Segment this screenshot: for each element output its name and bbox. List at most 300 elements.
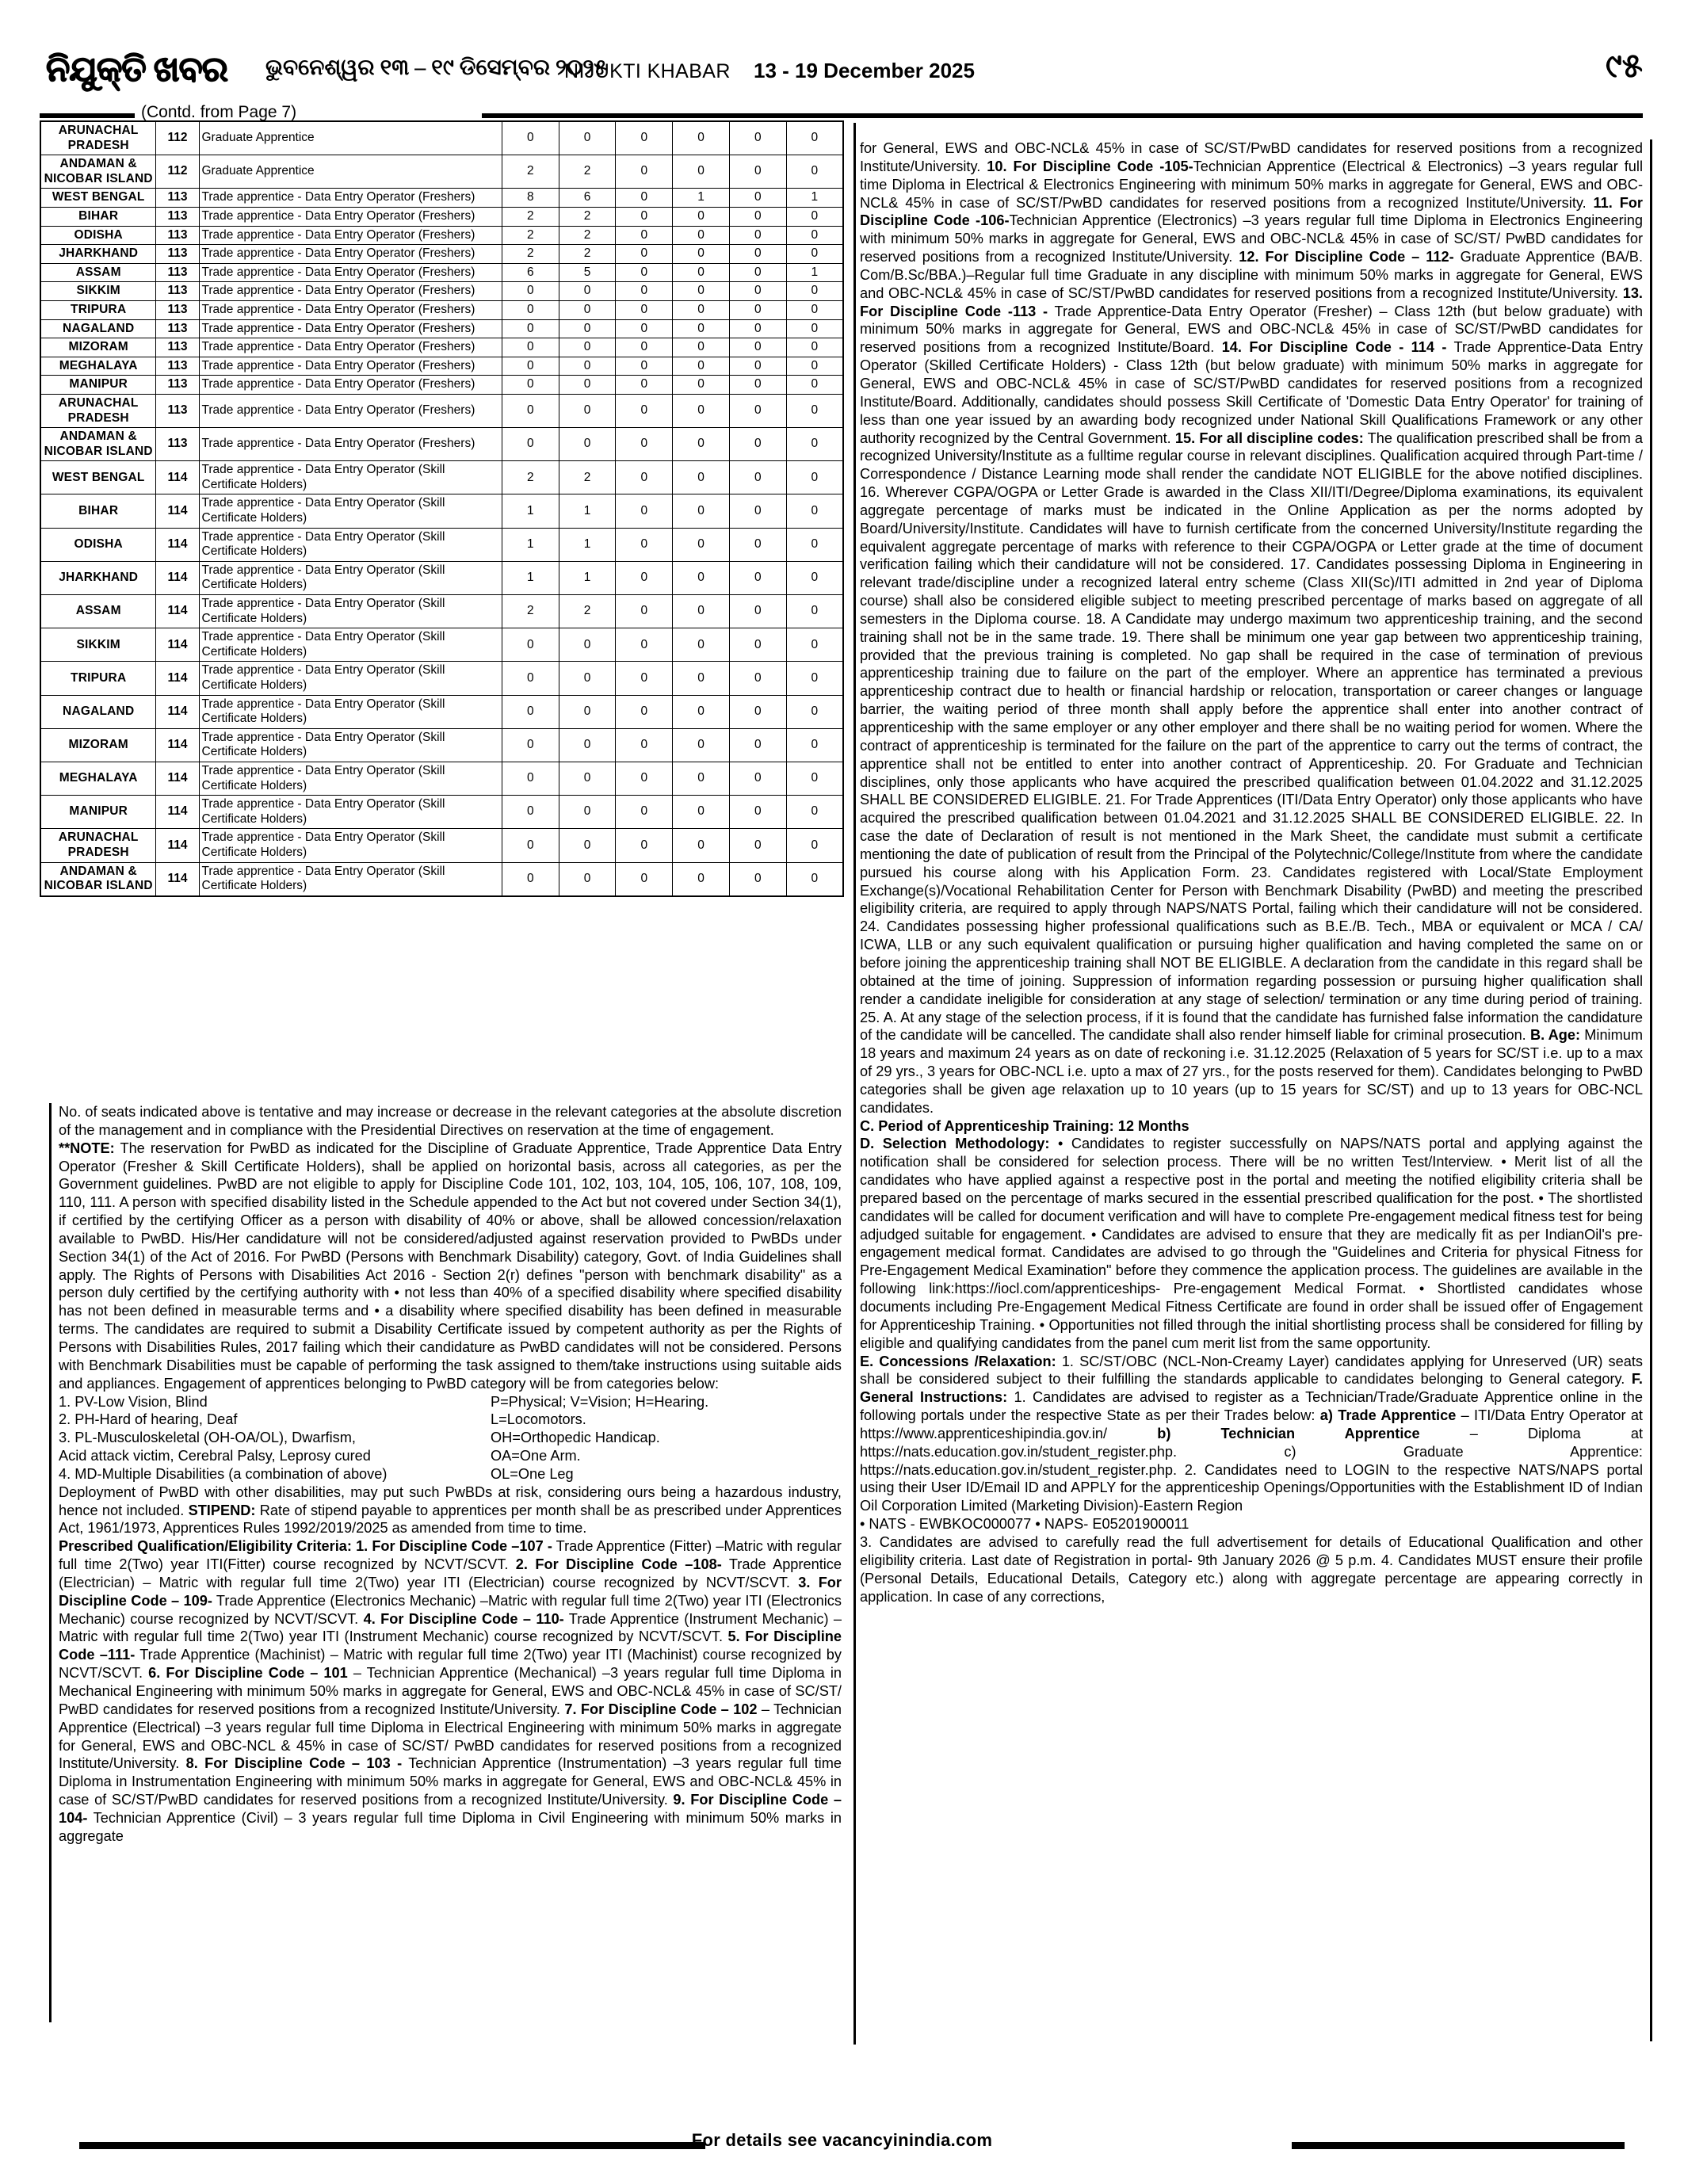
cell-discipline-code: 114 [156, 796, 199, 829]
cell-discipline-name: Trade apprentice - Data Entry Operator (Skill Certificate Holders) [199, 494, 502, 528]
cell-seat-count: 0 [729, 300, 786, 319]
pwbd-note: **NOTE: The reservation for PwBD as indicated for the Discipline of Graduate Apprentice, Trade Apprentice Data Entry Operator (Fresher & Skill Certificate Holders), shall be applied on horizontal basis, across all categories, as per the Government guidelines. PwBD are not eligible to apply for Discipline Code 101, 102, 103, 104, 105, 106, 107, 108, 109, 110, 111. A person with specified disability listed in the Schedule appended to the Act but not covered under Section 34(1), if certified by the certifying Officer as a person with disability of 40% or above, shall be allowed concession/relaxation available to PwBD. His/Her candidature will not be considered/adjusted against reservation provided to PwBDs under Section 34(1) of the Act of 2016. For PwBD (Persons with Benchmark Disability) category, Govt. of India Guidelines shall apply. The Rights of Persons with Disabilities Act 2016 - Section 2(r) defines "person with benchmark disability" as a person duly certified by the certifying authority with • not less than 40% of a specified disability where specified disability has not been defined in measurable terms and • a disability where specified disability has been defined in measurable terms. The candidates are required to submit a Disability Certificate issued by competent authority as per the Rights of Persons with Disabilities Rules, 2017 failing which their candidature as PwBD candidates will not be considered. Persons with Benchmark Disabilities must be capable of performing the task assigned to them/take instructions using suitable aids and appliances. Engagement of apprentices belonging to PwBD category will be from categories below: [59, 1140, 842, 1392]
cell-seat-count: 2 [559, 461, 616, 494]
cell-discipline-name: Trade apprentice - Data Entry Operator (Skill Certificate Holders) [199, 561, 502, 594]
cell-discipline-code: 114 [156, 494, 199, 528]
cell-seat-count: 0 [786, 461, 843, 494]
cell-discipline-name: Trade apprentice - Data Entry Operator (Freshers) [199, 245, 502, 264]
cell-discipline-name: Trade apprentice - Data Entry Operator (Freshers) [199, 282, 502, 301]
cell-seat-count: 0 [729, 461, 786, 494]
page-number: ୯୫ [1605, 48, 1643, 85]
cell-seat-count: 0 [673, 461, 730, 494]
nats-naps-ids: • NATS - EWBKOC000077 • NAPS- E05201900011 [860, 1516, 1189, 1533]
table-row [40, 155, 843, 189]
cell-seat-count: 0 [673, 338, 730, 357]
cell-seat-count: 0 [673, 394, 730, 427]
table-row [40, 263, 843, 282]
cell-seat-count: 0 [616, 595, 673, 628]
cell-seat-count: 0 [786, 338, 843, 357]
table-row [40, 338, 843, 357]
cell-seat-count: 0 [502, 319, 559, 338]
cell-state: ANDAMAN & NICOBAR ISLAND [40, 155, 156, 189]
cell-seat-count: 0 [616, 121, 673, 155]
table-row [40, 300, 843, 319]
cell-seat-count: 0 [786, 796, 843, 829]
table-row [40, 376, 843, 395]
cell-discipline-name: Trade apprentice - Data Entry Operator (Skill Certificate Holders) [199, 862, 502, 896]
cell-state: BIHAR [40, 494, 156, 528]
cell-seat-count: 0 [616, 428, 673, 461]
cell-discipline-name: Trade apprentice - Data Entry Operator (Freshers) [199, 226, 502, 245]
cell-seat-count: 0 [616, 394, 673, 427]
cell-seat-count: 0 [616, 561, 673, 594]
cell-state: ASSAM [40, 595, 156, 628]
cell-seat-count: 0 [616, 189, 673, 208]
cell-seat-count: 0 [673, 121, 730, 155]
table-row [40, 357, 843, 376]
cell-discipline-code: 113 [156, 226, 199, 245]
cell-seat-count: 0 [616, 796, 673, 829]
paper-name: NIJUKTI KHABAR [564, 60, 731, 82]
abbreviation-term: 2. PH-Hard of hearing, Deaf [59, 1411, 238, 1428]
abbreviation-row [59, 1465, 842, 1483]
cell-seat-count: 1 [673, 189, 730, 208]
cell-seat-count: 0 [729, 376, 786, 395]
cell-state: BIHAR [40, 207, 156, 226]
abbreviation-row [59, 1411, 842, 1429]
cell-seat-count: 0 [673, 207, 730, 226]
cell-discipline-code: 113 [156, 300, 199, 319]
abbreviation-expansion: OH=Orthopedic Handicap. [491, 1430, 660, 1446]
cell-seat-count: 0 [502, 121, 559, 155]
cell-state: NAGALAND [40, 695, 156, 728]
cell-seat-count: 0 [673, 595, 730, 628]
cell-seat-count: 0 [786, 628, 843, 662]
cell-seat-count: 0 [673, 428, 730, 461]
cell-seat-count: 0 [673, 226, 730, 245]
cell-seat-count: 0 [616, 300, 673, 319]
cell-discipline-code: 114 [156, 662, 199, 695]
cell-seat-count: 0 [673, 282, 730, 301]
cell-seat-count: 0 [616, 245, 673, 264]
cell-seat-count: 0 [786, 695, 843, 728]
cell-discipline-name: Trade apprentice - Data Entry Operator (Skill Certificate Holders) [199, 762, 502, 795]
cell-discipline-name: Trade apprentice - Data Entry Operator (Freshers) [199, 319, 502, 338]
cell-seat-count: 0 [786, 319, 843, 338]
cell-seat-count: 0 [673, 829, 730, 862]
cell-discipline-name: Trade apprentice - Data Entry Operator (Freshers) [199, 357, 502, 376]
cell-seat-count: 0 [616, 282, 673, 301]
cell-seat-count: 0 [502, 300, 559, 319]
prescribed-qualification-block: Prescribed Qualification/Eligibility Criteria: 1. For Discipline Code –107 - Trade Apprentice (Fitter) –Matric with regular full time 2(Two) year ITI(Fitter) course recognized by NCVT/SCVT. 2. For Discipline Code –108- Trade Apprentice (Electrician) – Matric with regular full time 2(Two) year ITI (Electrician) course recognized by NCVT/SCVT. 3. For Discipline Code – 109- Trade Apprentice (Electronics Mechanic) –Matric with regular full time 2(Two) year ITI (Electronics Mechanic) course recognized by NCVT/SCVT. 4. For Discipline Code – 110- Trade Apprentice (Instrument Mechanic) –Matric with regular full time 2(Two) year ITI (Instrument Mechanic) course recognized by NCVT/SCVT. 5. For Discipline Code –111- Trade Apprentice (Machinist) – Matric with regular full time 2(Two) year ITI (Machinist) course recognized by NCVT/SCVT. 6. For Discipline Code – 101 – Technician Apprentice (Mechanical) –3 years regular full time Diploma in Mechanical Engineering with minimum 50% marks in aggregate for General, EWS and OBC-NCL& 45% in case of SC/ST/ PwBD candidates for reserved positions from a recognized Institute/University. 7. For Discipline Code – 102 – Technician Apprentice (Electrical) –3 years regular full time Diploma in Electrical Engineering with minimum 50% marks in aggregate for General, EWS and OBC-NCL & 45% in case of SC/ST/ PwBD candidates for reserved positions from a recognized Institute/University. 8. For Discipline Code – 103 - Technician Apprentice (Instrumentation) –3 years regular full time Diploma in Instrumentation Engineering with minimum 50% marks in aggregate for General, EWS and OBC-NCL& 45% in case of SC/ST/PwBD candidates for reserved positions from a recognized Institute/University. 9. For Discipline Code – 104- Technician Apprentice (Civil) – 3 years regular full time Diploma in Civil Engineering with minimum 50% marks in aggregate [59, 1538, 842, 1844]
cell-seat-count: 0 [729, 561, 786, 594]
cell-seat-count: 0 [729, 428, 786, 461]
cell-seat-count: 0 [502, 282, 559, 301]
abbreviation-row [59, 1429, 842, 1447]
cell-state: ODISHA [40, 226, 156, 245]
cell-seat-count: 0 [786, 528, 843, 561]
cell-state: MANIPUR [40, 376, 156, 395]
table-row [40, 494, 843, 528]
cell-seat-count: 0 [729, 338, 786, 357]
table-row [40, 121, 843, 155]
abbreviation-row [59, 1447, 842, 1465]
cell-seat-count: 2 [559, 595, 616, 628]
place-date-odia: ଭୁବନେଶ୍ୱର ୧୩ – ୧୯ ଡିସେମ୍ବର ୨୦୨୫ [265, 55, 608, 80]
cell-seat-count: 0 [559, 662, 616, 695]
cell-seat-count: 0 [786, 829, 843, 862]
cell-discipline-code: 113 [156, 207, 199, 226]
table-row [40, 189, 843, 208]
cell-seat-count: 0 [502, 662, 559, 695]
cell-discipline-name: Trade apprentice - Data Entry Operator (Skill Certificate Holders) [199, 628, 502, 662]
cell-seat-count: 0 [502, 762, 559, 795]
cell-seat-count: 0 [786, 762, 843, 795]
cell-seat-count: 0 [502, 428, 559, 461]
cell-seat-count: 0 [559, 282, 616, 301]
cell-seat-count: 0 [786, 862, 843, 896]
cell-seat-count: 0 [559, 121, 616, 155]
cell-state: ARUNACHAL PRADESH [40, 829, 156, 862]
cell-seat-count: 0 [673, 796, 730, 829]
cell-seat-count: 0 [616, 263, 673, 282]
table-row [40, 796, 843, 829]
cell-discipline-code: 114 [156, 461, 199, 494]
cell-discipline-name: Trade apprentice - Data Entry Operator (Skill Certificate Holders) [199, 461, 502, 494]
cell-discipline-name: Trade apprentice - Data Entry Operator (Skill Certificate Holders) [199, 695, 502, 728]
newspaper-logo: ନିଯୁକ୍ତି ଖବର [46, 50, 228, 89]
cell-seat-count: 0 [616, 829, 673, 862]
cell-seat-count: 2 [502, 155, 559, 189]
cell-seat-count: 0 [673, 528, 730, 561]
abbreviation-expansion: OL=One Leg [491, 1465, 574, 1482]
table-row [40, 762, 843, 795]
cell-seat-count: 0 [786, 282, 843, 301]
cell-seat-count: 0 [616, 357, 673, 376]
cell-seat-count: 0 [729, 628, 786, 662]
cell-seat-count: 0 [729, 662, 786, 695]
left-text-column [49, 1103, 842, 2022]
cell-seat-count: 0 [729, 245, 786, 264]
cell-seat-count: 2 [559, 245, 616, 264]
cell-seat-count: 0 [786, 494, 843, 528]
abbreviation-expansion: P=Physical; V=Vision; H=Hearing. [491, 1393, 709, 1410]
cell-seat-count: 0 [502, 628, 559, 662]
cell-discipline-code: 113 [156, 263, 199, 282]
cell-seat-count: 0 [673, 561, 730, 594]
cell-seat-count: 0 [729, 121, 786, 155]
cell-seat-count: 0 [729, 829, 786, 862]
cell-seat-count: 0 [729, 226, 786, 245]
cell-seat-count: 0 [729, 728, 786, 762]
cell-seat-count: 1 [502, 561, 559, 594]
seat-table-wrapper [40, 120, 844, 897]
cell-seat-count: 0 [673, 762, 730, 795]
cell-seat-count: 0 [786, 376, 843, 395]
cell-seat-count: 0 [673, 357, 730, 376]
cell-discipline-code: 113 [156, 282, 199, 301]
cell-discipline-code: 114 [156, 862, 199, 896]
cell-state: MIZORAM [40, 338, 156, 357]
cell-seat-count: 0 [616, 338, 673, 357]
cell-discipline-name: Trade apprentice - Data Entry Operator (Skill Certificate Holders) [199, 595, 502, 628]
cell-discipline-name: Trade apprentice - Data Entry Operator (Freshers) [199, 207, 502, 226]
cell-seat-count: 0 [786, 207, 843, 226]
cell-seat-count: 0 [559, 300, 616, 319]
cell-seat-count: 0 [786, 728, 843, 762]
table-row [40, 561, 843, 594]
divider-right [482, 113, 1643, 118]
cell-discipline-code: 113 [156, 357, 199, 376]
cell-seat-count: 0 [786, 300, 843, 319]
seats-tentative-note: No. of seats indicated above is tentative and may increase or decrease in the relevant categories at the absolute discretion of the management and in compliance with the Presidential Directives on reservation at the time of engagement. [59, 1104, 842, 1138]
cell-seat-count: 2 [502, 595, 559, 628]
selection-methodology: D. Selection Methodology: • Candidates to register successfully on NAPS/NATS portal and applying against the notification shall be considered for selection process. There will be no written Test/Interview. • Merit list of all the candidates who have applied against a respective post in the portal and meeting the notified eligibility criteria shall be prepared based on the percentage of marks secured in the essential prescribed qualification for the post. • The shortlisted candidates will be called for document verification and will have to complete Pre-engagement medical fitness test for being adjudged suitable for engagement. • Candidates are advised to ensure that they are medically fit as per IndianOil's pre-engagement medical format. Candidates are advised to go through the "Guidelines and Criteria for physical Fitness for Pre-Engagement Medical Examination" before they commence the application process. The guidelines are available in the following link:https://iocl.com/apprenticeships- Pre-engagement Medical Format. • Shortlisted candidates whose documents including Pre-Engagement Medical Fitness Certificate are found in order shall be issued offer of Engagement for Apprenticeship Training. • Opportunities not filled through the initial shortlisting process shall be considered for filling by eligible and qualifying candidates from the panel cum merit list from the same opportunity. [860, 1136, 1644, 1351]
cell-discipline-name: Trade apprentice - Data Entry Operator (Skill Certificate Holders) [199, 796, 502, 829]
continued-from-label: (Contd. from Page 7) [135, 103, 303, 122]
issue-date: 13 - 19 December 2025 [754, 59, 975, 82]
table-row [40, 528, 843, 561]
cell-state: ODISHA [40, 528, 156, 561]
cell-seat-count: 0 [616, 226, 673, 245]
cell-seat-count: 0 [673, 628, 730, 662]
cell-discipline-name: Trade apprentice - Data Entry Operator (Freshers) [199, 300, 502, 319]
cell-discipline-name: Trade apprentice - Data Entry Operator (Freshers) [199, 394, 502, 427]
cell-seat-count: 0 [616, 319, 673, 338]
cell-seat-count: 2 [559, 207, 616, 226]
cell-state: WEST BENGAL [40, 461, 156, 494]
cell-discipline-code: 113 [156, 245, 199, 264]
cell-discipline-name: Trade apprentice - Data Entry Operator (Freshers) [199, 189, 502, 208]
cell-seat-count: 0 [729, 155, 786, 189]
cell-state: MANIPUR [40, 796, 156, 829]
seat-allocation-table [40, 120, 844, 897]
cell-discipline-code: 114 [156, 628, 199, 662]
cell-seat-count: 2 [559, 226, 616, 245]
cell-seat-count: 0 [559, 728, 616, 762]
table-row [40, 394, 843, 427]
table-row [40, 282, 843, 301]
cell-seat-count: 0 [729, 595, 786, 628]
cell-state: ANDAMAN & NICOBAR ISLAND [40, 862, 156, 896]
cell-seat-count: 2 [559, 155, 616, 189]
cell-seat-count: 0 [673, 263, 730, 282]
cell-seat-count: 0 [673, 376, 730, 395]
table-row [40, 628, 843, 662]
qualification-continued-block: for General, EWS and OBC-NCL& 45% in case of SC/ST/PwBD candidates for reserved positions from a recognized Institute/University. 10. For Discipline Code -105-Technician Apprentice (Electrical & Electronics) –3 years regular full time Diploma in Electrical & Electronics Engineering with minimum 50% marks in aggregate for General, EWS and OBC-NCL& 45% in case of SC/ST/PwBD candidates for reserved positions from a recognized Institute/University. 11. For Discipline Code -106-Technician Apprentice (Electronics) –3 years regular full time Diploma in Electronics Engineering with minimum 50% marks in aggregate for General, EWS and OBC-NCL& 45% in case of SC/ST/ PwBD candidates for reserved positions from a recognized Institute/University. 12. For Discipline Code – 112- Graduate Apprentice (BA/B. Com/B.Sc/BBA.)–Regular full time Graduate in any discipline with minimum 50% marks in aggregate for General, EWS and OBC-NCL& 45% in case of SC/ST/PwBD candidates for reserved positions from a recognized Institute/University. 13. For Discipline Code -113 - Trade Apprentice-Data Entry Operator (Fresher) – Class 12th (but below graduate) with minimum 50% marks in aggregate for General, EWS and OBC-NCL& 45% in case of SC/ST/PwBD candidates for reserved positions from a recognized Institute/Board. 14. For Discipline Code - 114 - Trade Apprentice-Data Entry Operator (Skilled Certificate Holders) - Class 12th (but below graduate) with minimum 50% marks in aggregate for General, EWS and OBC-NCL& 45% in case of SC/ST/PwBD candidates for reserved positions from a recognized Institute/Board. Additionally, candidates should possess Skill Certificate of 'Domestic Data Entry Operator' for training of less than one year issued by an awarding body recognized under National Skill Qualifications Framework or any other authority recognized by the Central Government. 15. For all discipline codes: The qualification prescribed shall be from a recognized University/Institute as a fulltime regular course in relevant disciplines. Qualification acquired through Part-time / Correspondence / Distance Learning mode shall render the candidate NOT ELIGIBLE for the above notified disciplines. 16. Wherever CGPA/OGPA or Letter Grade is awarded in the Class XII/ITI/Degree/Diploma examinations, its equivalent aggregate percentage of marks must be indicated in the Online Application as per the norms adopted by Board/University/Institute. Candidates will have to furnish certificate from the concerned University/Institute regarding the equivalent aggregate percentage of marks with reference to their CGPA/OGPA or Letter grade at the time of document verification failing which their candidature will not be considered. 17. Candidates possessing Diploma in Engineering in relevant trade/discipline under a recognized lateral entry scheme (Class XII(Sc)/ITI admitted in 2nd year of Diploma course) shall also be considered eligible subject to meeting prescribed percentage of marks based on aggregate of all semesters in the Diploma course. 18. A Candidate may undergo maximum two apprenticeship training, and the second training shall not be in the same trade. 19. There shall be minimum one year gap between two apprenticeship training, provided that the previous training is completed. No gap shall be required in the case of termination of previous apprenticeship training due to failure on the part of the employer. Where an apprentice has terminated a previous apprenticeship contract due to health or financial hardship or relocation, transportation or career changes or language barrier, the waiting period of three month shall apply before the apprentice shall enter into another contract of apprenticeship with the same employer or any other employer and there shall be no waiting period for women. Where the contract of apprenticeship is terminated for the failure on the part of the apprentice to carry out the terms of contract, the apprentice shall not be entitled to enter into another contract of Apprenticeship. 20. For Graduate and Technician disciplines, only those applicants who have acquired the prescribed qualification between 01.04.2022 and 31.12.2025 SHALL BE CONSIDERED ELIGIBLE. 21. For Trade Apprentices (ITI/Data Entry Operator) only those applicants who have acquired the prescribed qualification between 01.04.2021 and 31.12.2025 SHALL BE CONSIDERED ELIGIBLE. 22. In case the date of Declaration of result is not mentioned in the Mark Sheet, the candidate must submit a certificate mentioning the date of publication of result from the Principal of the Polytechnic/College/Institute from where the candidate pursued his course along with his Application Form. 23. Candidates registered with Local/State Employment Exchange(s)/Vocational Rehabilitation Center for Person with Benchmark Disability (PwBD) and meeting the prescribed eligibility criteria, are required to apply through NAPS/NATS Portal, failing which their candidature will not be considered. 24. Candidates possessing higher professional qualifications such as B.E./B. Tech., MBA or equivalent or MCA / CA/ ICWA, LLB or any such equivalent qualification or pursuing higher qualification and having completed the same on or before joining the apprenticeship training shall NOT BE ELIGIBLE. A declaration from the candidate in this regard shall be obtained at the time of joining. Suppression of information regarding possession or pursuing higher qualification shall render a candidate ineligible for consideration at any stage of selection/ termination or any time during period of training. 25. A. At any stage of the selection process, if it is found that the candidate has furnished false information the candidature of the candidate will be cancelled. The candidate shall also render himself liable for criminal prosecution. B. Age: Minimum 18 years and maximum 24 years as on date of reckoning i.e. 31.12.2025 (Relaxation of 5 years for SC/ST i.e. up to a max of 29 yrs., 3 years for OBC-NCL i.e. upto a max of 27 yrs., for the posts reserved for them). Candidates belonging to PwBD categories shall be given age relaxation up to 10 years (up to 15 years for SC/ST) and up to 13 years for OBC-NCL candidates. [860, 140, 1644, 1116]
cell-seat-count: 0 [673, 245, 730, 264]
cell-seat-count: 0 [502, 862, 559, 896]
right-text-column [860, 139, 1652, 2041]
cell-seat-count: 1 [786, 189, 843, 208]
deployment-stipend-note: Deployment of PwBD with other disabilities, may put such PwBDs at risk, considering ours being a hazardous industry, hence not included. STIPEND: Rate of stipend payable to apprentices per month shall be as prescribed under Apprentices Act, 1961/1973, Apprentices Rules 1992/2019/2025 as amended from time to time. [59, 1483, 842, 1537]
cell-seat-count: 1 [559, 528, 616, 561]
cell-seat-count: 0 [502, 376, 559, 395]
cell-state: JHARKHAND [40, 561, 156, 594]
cell-discipline-code: 113 [156, 189, 199, 208]
cell-seat-count: 0 [673, 695, 730, 728]
table-row [40, 226, 843, 245]
abbreviation-term: Acid attack victim, Cerebral Palsy, Leprosy cured [59, 1448, 371, 1464]
cell-seat-count: 0 [673, 155, 730, 189]
cell-seat-count: 0 [616, 628, 673, 662]
cell-seat-count: 8 [502, 189, 559, 208]
cell-discipline-code: 114 [156, 829, 199, 862]
cell-discipline-name: Graduate Apprentice [199, 121, 502, 155]
cell-seat-count: 0 [502, 796, 559, 829]
cell-discipline-code: 114 [156, 695, 199, 728]
cell-seat-count: 0 [673, 862, 730, 896]
cell-discipline-name: Trade apprentice - Data Entry Operator (Skill Certificate Holders) [199, 829, 502, 862]
cell-seat-count: 1 [786, 263, 843, 282]
table-row [40, 695, 843, 728]
column-divider [853, 123, 856, 2045]
cell-state: MEGHALAYA [40, 357, 156, 376]
cell-seat-count: 0 [786, 595, 843, 628]
cell-seat-count: 0 [729, 695, 786, 728]
cell-seat-count: 0 [729, 394, 786, 427]
cell-seat-count: 0 [559, 319, 616, 338]
cell-discipline-name: Trade apprentice - Data Entry Operator (Skill Certificate Holders) [199, 662, 502, 695]
cell-seat-count: 0 [729, 862, 786, 896]
cell-seat-count: 0 [786, 121, 843, 155]
cell-seat-count: 0 [786, 428, 843, 461]
cell-seat-count: 0 [786, 245, 843, 264]
cell-seat-count: 2 [502, 207, 559, 226]
cell-state: MIZORAM [40, 728, 156, 762]
cell-seat-count: 0 [502, 728, 559, 762]
cell-seat-count: 0 [502, 338, 559, 357]
cell-seat-count: 0 [559, 628, 616, 662]
cell-state: MEGHALAYA [40, 762, 156, 795]
cell-seat-count: 0 [616, 494, 673, 528]
masthead [0, 0, 1684, 101]
footer-note: For details see vacancyinindia.com [691, 2130, 993, 2150]
cell-seat-count: 2 [502, 245, 559, 264]
cell-discipline-code: 113 [156, 319, 199, 338]
cell-seat-count: 0 [616, 728, 673, 762]
cell-state: JHARKHAND [40, 245, 156, 264]
cell-seat-count: 0 [559, 394, 616, 427]
cell-state: SIKKIM [40, 628, 156, 662]
cell-discipline-code: 112 [156, 121, 199, 155]
cell-discipline-code: 114 [156, 561, 199, 594]
cell-seat-count: 0 [786, 155, 843, 189]
cell-seat-count: 2 [502, 461, 559, 494]
cell-seat-count: 0 [786, 357, 843, 376]
cell-seat-count: 0 [729, 319, 786, 338]
cell-seat-count: 6 [559, 189, 616, 208]
cell-seat-count: 0 [502, 695, 559, 728]
cell-seat-count: 0 [786, 394, 843, 427]
cell-state: ANDAMAN & NICOBAR ISLAND [40, 428, 156, 461]
cell-seat-count: 0 [559, 338, 616, 357]
cell-seat-count: 0 [559, 695, 616, 728]
cell-seat-count: 0 [559, 796, 616, 829]
cell-state: ARUNACHAL PRADESH [40, 394, 156, 427]
abbreviation-expansion: OA=One Arm. [491, 1448, 581, 1464]
cell-discipline-code: 114 [156, 595, 199, 628]
cell-seat-count: 0 [616, 662, 673, 695]
cell-seat-count: 0 [559, 428, 616, 461]
cell-state: NAGALAND [40, 319, 156, 338]
cell-discipline-name: Trade apprentice - Data Entry Operator (Freshers) [199, 263, 502, 282]
cell-seat-count: 0 [673, 300, 730, 319]
cell-discipline-code: 114 [156, 528, 199, 561]
table-row [40, 829, 843, 862]
cell-discipline-name: Trade apprentice - Data Entry Operator (Freshers) [199, 428, 502, 461]
cell-seat-count: 0 [729, 494, 786, 528]
cell-discipline-name: Trade apprentice - Data Entry Operator (Freshers) [199, 338, 502, 357]
cell-seat-count: 0 [616, 862, 673, 896]
cell-seat-count: 0 [729, 189, 786, 208]
cell-seat-count: 0 [616, 695, 673, 728]
cell-seat-count: 0 [502, 357, 559, 376]
cell-seat-count: 0 [729, 796, 786, 829]
abbreviation-expansion: L=Locomotors. [491, 1411, 586, 1428]
table-row [40, 595, 843, 628]
concessions-and-general: E. Concessions /Relaxation: 1. SC/ST/OBC (NCL-Non-Creamy Layer) candidates applying for Unreserved (UR) seats shall be considered subject to their fulfilling the standards applicable to candidates belonging to General category. F. General Instructions: 1. Candidates are advised to register as a Technician/Trade/Graduate Apprentice online in the following portals under the respective State as per their Trades below: a) Trade Apprentice – ITI/Data Entry Operator at https://www.apprenticeshipindia.gov.in/ b) Technician Apprentice – Diploma at https://nats.education.gov.in/student_register.php. c) Graduate Apprentice: https://nats.education.gov.in/student_register.php. 2. Candidates need to LOGIN to the respective NATS/NAPS portal using their User ID/Email ID and APPLY for the apprenticeship Openings/Opportunities with the Establishment ID of Indian Oil Corporation Limited (Marketing Division)-Eastern Region [860, 1353, 1644, 1514]
cell-seat-count: 0 [559, 376, 616, 395]
cell-seat-count: 0 [559, 862, 616, 896]
cell-seat-count: 0 [673, 662, 730, 695]
cell-seat-count: 0 [616, 376, 673, 395]
table-row [40, 319, 843, 338]
cell-state: ARUNACHAL PRADESH [40, 121, 156, 155]
table-row [40, 862, 843, 896]
cell-discipline-code: 114 [156, 762, 199, 795]
cell-seat-count: 0 [786, 662, 843, 695]
cell-discipline-name: Graduate Apprentice [199, 155, 502, 189]
cell-seat-count: 0 [786, 561, 843, 594]
cell-discipline-code: 113 [156, 338, 199, 357]
cell-seat-count: 0 [673, 728, 730, 762]
cell-seat-count: 1 [559, 494, 616, 528]
cell-seat-count: 0 [559, 829, 616, 862]
cell-seat-count: 0 [729, 528, 786, 561]
table-row [40, 728, 843, 762]
cell-discipline-name: Trade apprentice - Data Entry Operator (Skill Certificate Holders) [199, 528, 502, 561]
cell-discipline-code: 112 [156, 155, 199, 189]
cell-seat-count: 1 [502, 528, 559, 561]
table-row [40, 428, 843, 461]
cell-seat-count: 0 [616, 155, 673, 189]
cell-seat-count: 0 [673, 319, 730, 338]
cell-seat-count: 5 [559, 263, 616, 282]
cell-state: TRIPURA [40, 662, 156, 695]
table-row [40, 461, 843, 494]
cell-state: TRIPURA [40, 300, 156, 319]
cell-seat-count: 0 [559, 357, 616, 376]
cell-seat-count: 2 [502, 226, 559, 245]
cell-seat-count: 0 [786, 226, 843, 245]
cell-seat-count: 0 [616, 207, 673, 226]
final-instructions: 3. Candidates are advised to carefully read the full advertisement for details of Educational Qualification and other eligibility criteria. Last date of Registration in portal- 9th January 2026 @ 5 p.m. 4. Candidates MUST ensure their profile (Personal Details, Educational Details, Category etc.) along with aggregate percentage are appearing correctly in application. In case of any corrections, [860, 1533, 1643, 1605]
abbreviation-row [59, 1393, 842, 1411]
cell-seat-count: 6 [502, 263, 559, 282]
pwbd-abbreviation-list [59, 1393, 842, 1483]
cell-seat-count: 0 [559, 762, 616, 795]
cell-seat-count: 0 [502, 394, 559, 427]
cell-seat-count: 0 [616, 461, 673, 494]
abbreviation-term: 4. MD-Multiple Disabilities (a combination of above) [59, 1465, 388, 1482]
cell-seat-count: 0 [729, 207, 786, 226]
cell-discipline-code: 114 [156, 728, 199, 762]
cell-discipline-name: Trade apprentice - Data Entry Operator (Freshers) [199, 376, 502, 395]
cell-seat-count: 0 [729, 357, 786, 376]
cell-state: ASSAM [40, 263, 156, 282]
cell-seat-count: 0 [502, 829, 559, 862]
